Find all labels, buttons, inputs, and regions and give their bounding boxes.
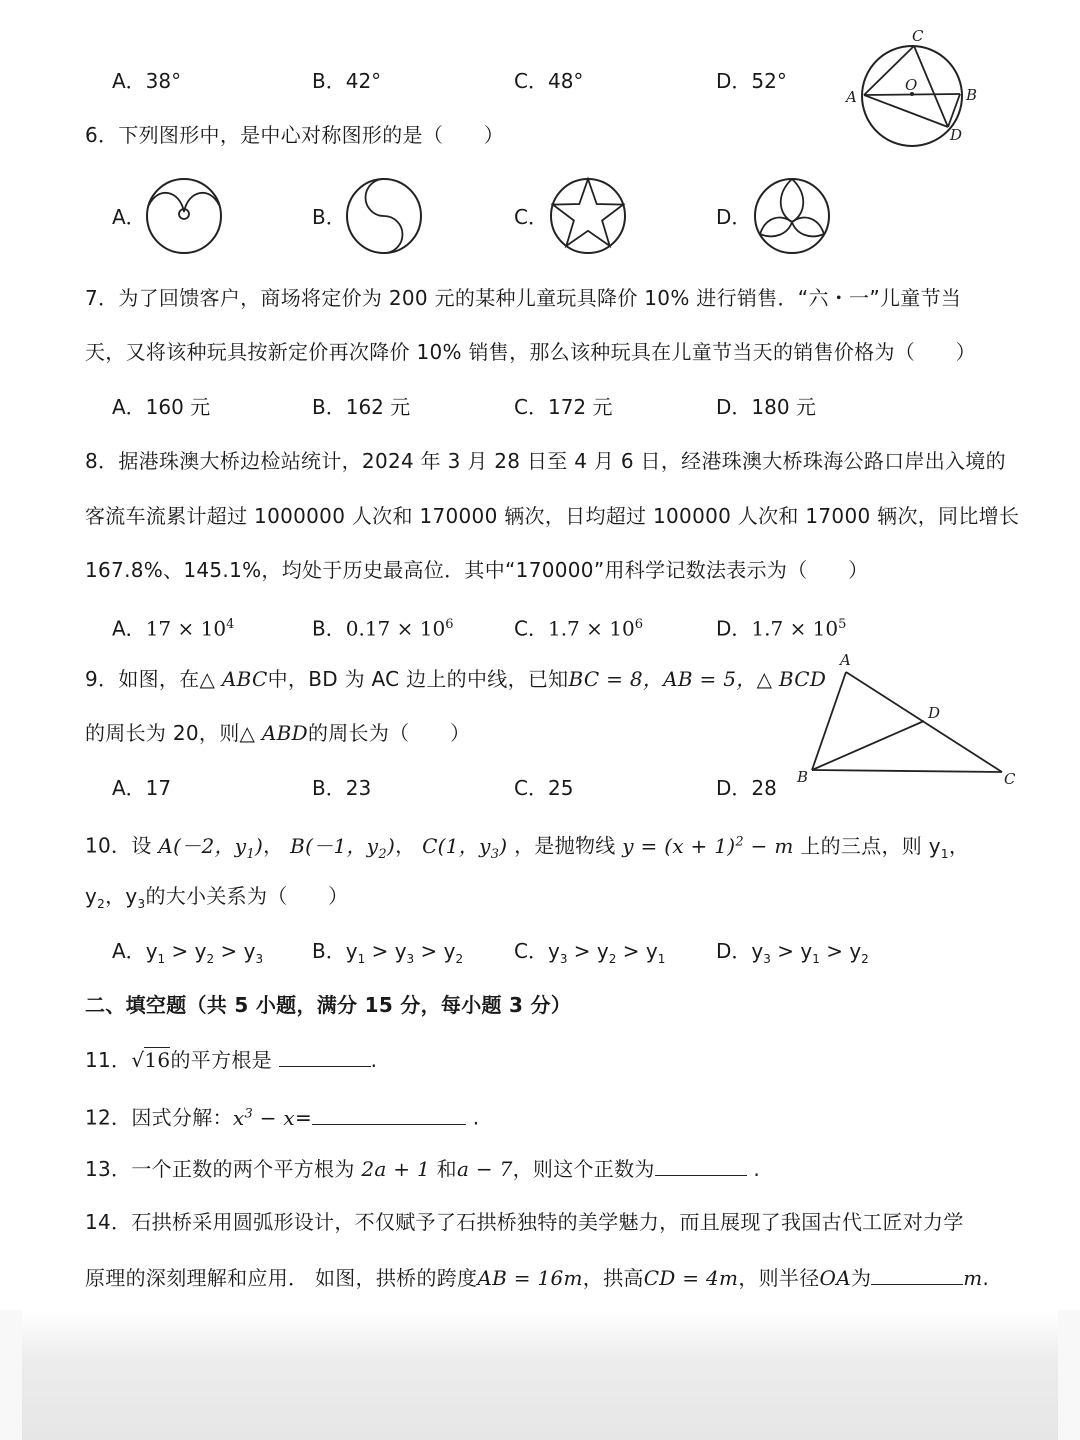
q8-option-d-label: D． [716, 616, 752, 641]
q10-option-b: B．$y_1 > y_3 > y_2$ [312, 939, 464, 966]
q8-option-d-base: 1.7 × 10 [751, 616, 839, 641]
q8-option-b [312, 612, 453, 642]
q8-option-c [514, 612, 643, 642]
q14-line-2: 原理的深刻理解和应用． 如图，拱桥的跨度AB = 16m，拱高CD = 4m，则半径OA为 m. [85, 1266, 990, 1290]
q10-sep-1: ， [263, 833, 284, 858]
left-edge [0, 1310, 22, 1440]
q9-label-c: C [1004, 770, 1016, 788]
q7-option-b: B．162 元 [312, 395, 411, 419]
q10-point-c: C(1，$y_3$) [422, 833, 508, 862]
q5-label-d: D [950, 126, 963, 144]
q7-option-a: A．160 元 [112, 395, 211, 419]
q9-line-2-a: 的周长为 20，则 [85, 721, 240, 745]
q13-answer-blank[interactable] [655, 1155, 747, 1176]
q8-option-a-base: 17 × 10 [145, 616, 227, 641]
q5-label-o: O [905, 76, 918, 94]
q9-line-2-b: △ ABD [239, 721, 308, 745]
q10-tail: 上的三点，则 $y_1$， [800, 833, 970, 861]
q9-line-1-a: 9．如图，在 [85, 667, 200, 691]
q12: 12．因式分解：$x^3 - x=$ . [85, 1105, 480, 1130]
q6-figure-c [548, 176, 630, 258]
q6-figure-b [344, 176, 426, 258]
q6-option-b: B． [312, 205, 346, 229]
q8-line-3: 167.8%、145.1%，均处于历史最高位．其中“170000”用科学记数法表示为（ ） [85, 558, 869, 582]
q10-equation: $y = (x + 1)^2 - m$ [622, 833, 794, 858]
q11-radicand: 16 [144, 1048, 171, 1072]
q9-line-2-c: 的周长为（ ） [307, 721, 471, 745]
right-edge [1058, 1310, 1080, 1440]
q6-figure-d [752, 176, 834, 258]
q10-option-d: D．$y_3 > y_1 > y_2$ [716, 939, 869, 966]
q8-option-d [716, 612, 846, 642]
q5-option-c: C．48° [514, 69, 584, 93]
section-2-title: 二、填空题（共 5 小题，满分 15 分，每小题 3 分） [85, 993, 572, 1017]
q10-line-1 [85, 829, 969, 868]
q8-option-b-exp: 6 [445, 617, 454, 632]
q11-root-sign: √ [131, 1048, 145, 1072]
q8-option-d-exp: 5 [838, 617, 847, 632]
q5-label-c: C [912, 27, 924, 45]
q5-option-b: B．42° [312, 69, 382, 93]
q6-stem: 6．下列图形中，是中心对称图形的是（ ） [85, 123, 505, 147]
q10-point-a: A(－2，$y_1$) [158, 833, 264, 862]
q9-line-2 [85, 720, 470, 746]
q9-line-1 [85, 666, 826, 692]
q10-point-b: B(－1，$y_2$) [290, 833, 396, 862]
q8-option-b-base: 0.17 × 10 [345, 616, 446, 641]
q14-line-1: 14．石拱桥采用圆弧形设计，不仅赋予了石拱桥独特的美学魅力，而且展现了我国古代工匠对力学 [85, 1210, 964, 1234]
q8-line-2: 客流车流累计超过 1000000 人次和 170000 辆次，日均超过 100000 人次和 17000 辆次，同比增长 [85, 504, 1020, 528]
q8-option-c-exp: 6 [634, 617, 643, 632]
q5-label-a: A [846, 88, 857, 106]
q9-label-a: A [840, 651, 851, 669]
q6-option-d: D． [716, 205, 752, 229]
q7-line-1: 7．为了回馈客户，商场将定价为 200 元的某种儿童玩具降价 10% 进行销售．“六・一”儿童节当 [85, 286, 962, 310]
q6-option-a: A． [112, 205, 146, 229]
q9-option-d: D．28 [716, 776, 777, 800]
q12-expression: $x^3 - x$ [232, 1105, 295, 1130]
q10-mid: ，是抛物线 [514, 833, 616, 858]
q7-line-2: 天，又将该种玩具按新定价再次降价 10% 销售，那么该种玩具在儿童节当天的销售价格为（ ） [85, 340, 976, 364]
q5-circle-figure [840, 26, 990, 156]
q9-option-c: C．25 [514, 776, 574, 800]
q9-label-b: B [797, 768, 809, 786]
q13: 13．一个正数的两个平方根为 2a + 1 和a − 7，则这个正数为 . [85, 1157, 761, 1181]
page-bottom-shadow [0, 1310, 1080, 1440]
q8-option-c-base: 1.7 × 10 [547, 616, 635, 641]
q9-option-a: A．17 [112, 776, 172, 800]
q8-option-c-label: C． [514, 616, 548, 641]
q14-answer-blank[interactable] [871, 1264, 963, 1285]
q7-option-d: D．180 元 [716, 395, 816, 419]
q6-figure-a [144, 176, 226, 258]
q10-option-a: A．$y_1 > y_2 > y_3$ [112, 939, 264, 966]
q10-sep-2: ， [395, 833, 416, 858]
q10-option-c: C．$y_3 > y_2 > y_1$ [514, 939, 666, 966]
q8-option-a-exp: 4 [226, 617, 235, 632]
q11-answer-blank[interactable] [279, 1046, 371, 1067]
q10-line-2: $y_2$，$y_3$的大小关系为（ ） [85, 884, 349, 911]
q8-option-a-label: A． [112, 616, 146, 641]
q12-answer-blank[interactable] [312, 1104, 466, 1125]
q9-label-d: D [928, 704, 941, 722]
q10-prefix: 10．设 [85, 833, 152, 858]
q8-option-a [112, 612, 234, 642]
q9-line-1-b: △ ABC [199, 667, 268, 691]
q9-option-b: B．23 [312, 776, 372, 800]
q8-line-1: 8．据港珠澳大桥边检站统计，2024 年 3 月 28 日至 4 月 6 日，经港珠澳大桥珠海公路口岸出入境的 [85, 449, 1006, 473]
q5-option-a: A．38° [112, 69, 182, 93]
q9-line-1-c: 中，BD 为 AC 边上的中线，已知 [267, 667, 569, 691]
q8-option-b-label: B． [312, 616, 346, 641]
q6-option-c: C． [514, 205, 548, 229]
q5-label-b: B [966, 86, 978, 104]
q5-option-d: D．52° [716, 69, 787, 93]
q11: 11．√16的平方根是 . [85, 1048, 378, 1072]
q7-option-c: C．172 元 [514, 395, 613, 419]
q9-triangle-figure [790, 648, 1030, 798]
q9-line-1-d: BC = 8，AB = 5，△ BCD [568, 667, 827, 691]
